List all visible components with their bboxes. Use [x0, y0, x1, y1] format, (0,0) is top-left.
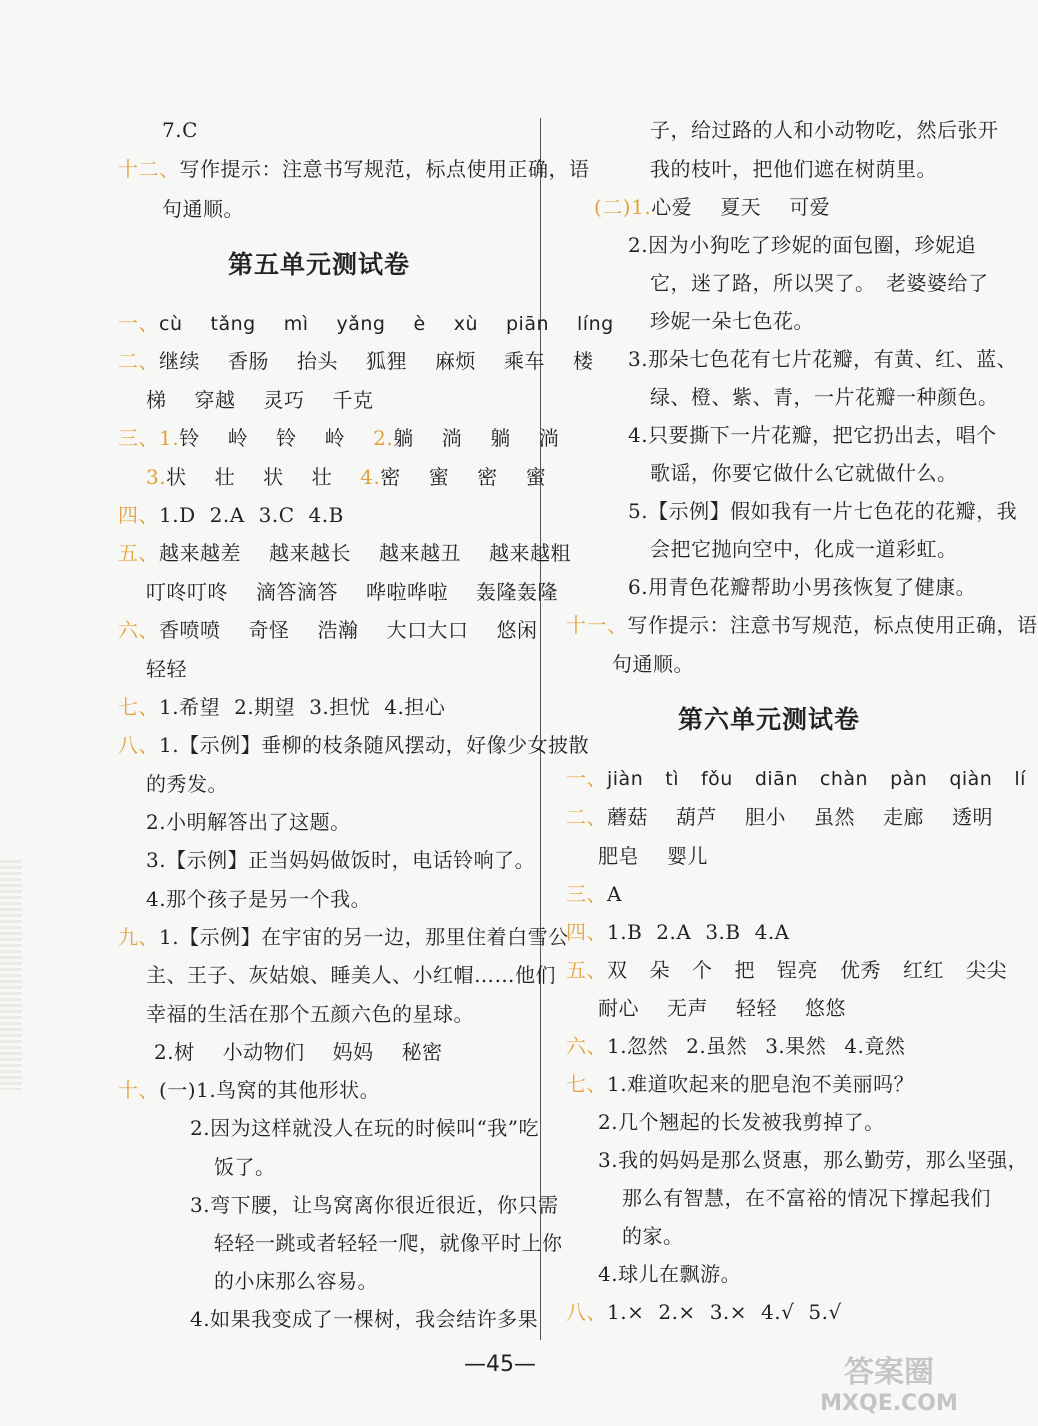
word: 秘密	[401, 1040, 443, 1064]
char: 岭	[227, 426, 249, 450]
mark: 4.√	[761, 1300, 795, 1324]
item-number: 八、	[118, 733, 159, 757]
pinyin-1: tǎng	[210, 313, 256, 335]
word: 妈妈	[332, 1040, 374, 1064]
unit5-q3-line2	[146, 465, 546, 489]
unit5-q1	[118, 311, 614, 336]
choice: 1.D	[159, 503, 196, 527]
word: 双	[607, 958, 628, 982]
unit5-q7	[118, 695, 445, 719]
word: 1.希望	[159, 695, 221, 719]
word: 叮咚叮咚	[146, 580, 228, 604]
word: 抬头	[297, 349, 338, 373]
word: 2.树	[154, 1040, 195, 1064]
pinyin-4: chàn	[819, 768, 869, 790]
unit6-q6	[566, 1034, 905, 1058]
sub-number: 2.	[373, 426, 394, 450]
watermark-top-text: 答案圈	[844, 1355, 934, 1390]
item-number: 十一、	[566, 613, 628, 637]
word: 乘车	[504, 349, 545, 373]
unit6-q7-1	[566, 1072, 914, 1096]
unit5-q2-line1	[118, 349, 594, 373]
word: 轻轻	[736, 996, 777, 1020]
unit6-q8	[566, 1300, 842, 1324]
char: 铃	[179, 426, 200, 450]
unit5-q2-line2	[146, 388, 374, 412]
word: 优秀	[840, 958, 881, 982]
unit5-q9-2	[154, 1040, 443, 1064]
word: 4.担心	[384, 695, 446, 719]
mark: 2.×	[658, 1300, 696, 1324]
word: 蘑菇	[607, 805, 648, 829]
char: 状	[263, 465, 284, 489]
pinyin-5: pàn	[890, 768, 928, 790]
char: 岭	[324, 426, 346, 450]
item-number: 六、	[566, 1034, 607, 1058]
char: 淌	[441, 426, 463, 450]
word: 哗啦哗啦	[366, 580, 448, 604]
choice: 4.A	[754, 920, 790, 944]
word: 香喷喷	[159, 618, 221, 642]
word: 麻烦	[435, 349, 476, 373]
item-number: 三、	[566, 882, 607, 906]
word: 灵巧	[263, 388, 305, 412]
unit5-q5-line2	[146, 580, 558, 604]
word: 2.虽然	[686, 1034, 748, 1058]
writing-hint-12	[118, 157, 590, 181]
unit6-title: 第六单元测试卷	[678, 705, 861, 734]
unit6-q1	[566, 766, 1026, 791]
word: 可爱	[789, 195, 831, 219]
char: 躺	[393, 426, 414, 450]
word: 轰隆轰隆	[476, 580, 558, 604]
word: 楼	[573, 349, 594, 373]
pinyin-5: xù	[453, 313, 478, 335]
unit5-q8-2: 2.小明解答出了这题。	[146, 810, 351, 834]
part2-q5b: 会把它抛向空中，化成一道彩虹。	[650, 537, 958, 561]
char: 壮	[311, 465, 333, 489]
pinyin-0: cù	[159, 313, 183, 335]
word: 浩瀚	[317, 618, 359, 642]
word: 悠悠	[805, 996, 846, 1020]
word: 红红	[903, 958, 944, 982]
writing-hint-text: 写作提示：注意书写规范，标点使用正确，语	[627, 613, 1038, 637]
column-divider	[540, 118, 541, 1340]
writing-hint-11-cont: 句通顺。	[612, 652, 694, 676]
unit6-q2-line1	[566, 805, 993, 829]
char: 状	[166, 465, 187, 489]
right-cont-1: 子，给过路的人和小动物吃，然后张开	[650, 118, 999, 142]
word: 虽然	[814, 805, 855, 829]
part2-q1	[594, 195, 830, 219]
answer-7c: 7.C	[162, 118, 198, 142]
mark: 3.×	[709, 1300, 748, 1324]
item-number: 四、	[566, 920, 607, 944]
item-number: 八、	[566, 1300, 607, 1324]
unit5-q10-3a: 3.弯下腰，让鸟窝离你很近很近，你只需	[190, 1193, 559, 1217]
char: 淌	[538, 426, 560, 450]
part2-q6: 6.用青色花瓣帮助小男孩恢复了健康。	[628, 575, 977, 599]
word: 越来越差	[159, 541, 241, 565]
word: 悠闲	[496, 618, 538, 642]
item-number: 三、	[118, 426, 159, 450]
word: 4.竟然	[844, 1034, 906, 1058]
char: 躺	[490, 426, 511, 450]
word: 狐狸	[366, 349, 407, 373]
word: 走廊	[883, 805, 924, 829]
unit6-q7-3a: 3.我的妈妈是那么贤惠，那么勤劳，那么坚强，	[598, 1148, 1029, 1172]
unit5-q10-3c: 的小床那么容易。	[214, 1269, 378, 1293]
word: 香肠	[228, 349, 269, 373]
pinyin-7: lí	[1014, 768, 1026, 790]
unit5-title: 第五单元测试卷	[228, 250, 411, 279]
unit5-q10-1	[118, 1078, 380, 1102]
watermark-logo	[800, 1350, 978, 1416]
unit5-q9-1c: 幸福的生活在那个五颜六色的星球。	[146, 1002, 474, 1026]
pinyin-2: fǒu	[700, 768, 733, 790]
mark: 1.×	[607, 1300, 645, 1324]
writing-hint-cont: 句通顺。	[162, 197, 244, 221]
choice: A	[607, 882, 622, 906]
word: 2.期望	[234, 695, 296, 719]
unit5-q9-1b: 主、王子、灰姑娘、睡美人、小红帽……他们	[146, 963, 556, 987]
word: 越来越丑	[379, 541, 461, 565]
word: 肥皂	[598, 844, 639, 868]
pinyin-7: líng	[577, 313, 614, 335]
word: 耐心	[598, 996, 639, 1020]
choice: 2.A	[656, 920, 692, 944]
word: 3.担忧	[309, 695, 371, 719]
word: 继续	[159, 349, 200, 373]
word: 婴儿	[667, 844, 708, 868]
unit5-q6-line2	[146, 657, 187, 681]
unit5-q5-line1	[118, 541, 571, 565]
item-number: 五、	[566, 958, 607, 982]
unit6-q7-2: 2.几个翘起的长发被我剪掉了。	[598, 1110, 885, 1134]
choice: 4.B	[308, 503, 344, 527]
right-cont-2: 我的枝叶，把他们遮在树荫里。	[650, 157, 937, 181]
word: 无声	[667, 996, 708, 1020]
unit6-q7-4: 4.球儿在飘游。	[598, 1262, 742, 1286]
word: 朵	[649, 958, 670, 982]
part2-q2c: 珍妮一朵七色花。	[650, 309, 814, 333]
unit6-q7-3c: 的家。	[622, 1224, 684, 1248]
word: 梯	[146, 388, 167, 412]
part2-q2a: 2.因为小狗吃了珍妮的面包圈，珍妮追	[628, 233, 977, 257]
char: 密	[477, 465, 498, 489]
pinyin-3: diān	[754, 768, 798, 790]
word: 奇怪	[248, 618, 290, 642]
unit5-q10-3b: 轻轻一跳或者轻轻一爬，就像平时上你	[214, 1231, 563, 1255]
page-number: —45—	[464, 1352, 536, 1377]
word: 小动物们	[222, 1040, 305, 1064]
word: 尖尖	[966, 958, 1007, 982]
unit5-q8-4: 4.那个孩子是另一个我。	[146, 887, 372, 911]
word: 胆小	[745, 805, 786, 829]
sub-number: 3.	[146, 465, 167, 489]
part2-q4a: 4.只要撕下一片花瓣，把它扔出去，唱个	[628, 423, 997, 447]
mark: 5.√	[808, 1300, 842, 1324]
unit6-q2-line2	[598, 844, 708, 868]
sub-number: (二)1.	[594, 195, 652, 219]
writing-hint-text: 写作提示：注意书写规范，标点使用正确，语	[179, 157, 590, 181]
pinyin-0: jiàn	[607, 768, 644, 790]
unit5-q10-4: 4.如果我变成了一棵树，我会结许多果	[190, 1307, 539, 1331]
pinyin-4: è	[413, 313, 426, 335]
word: 千克	[332, 388, 374, 412]
unit6-q5-line1	[566, 958, 1007, 982]
unit6-q3	[566, 882, 622, 906]
word: 轻轻	[146, 657, 187, 681]
scan-edge-artifact	[0, 860, 22, 1090]
part2-q3a: 3.那朵七色花有七片花瓣，有黄、红、蓝、	[628, 347, 1018, 371]
item-number: 九、	[118, 925, 159, 949]
item-number: 二、	[566, 805, 607, 829]
unit6-q5-line2	[598, 996, 846, 1020]
item-number: 十、	[118, 1078, 159, 1102]
word: 个	[692, 958, 713, 982]
sentence: (一)1.鸟窝的其他形状。	[159, 1078, 381, 1102]
char: 蜜	[525, 465, 547, 489]
item-number: 十二、	[118, 157, 180, 181]
watermark-bottom-text: MXQE.COM	[820, 1391, 958, 1416]
item-number: 二、	[118, 349, 159, 373]
sentence: 1.难道吹起来的肥皂泡不美丽吗？	[607, 1072, 915, 1096]
part2-q2b: 它，迷了路，所以哭了。 老婆婆给了	[650, 271, 989, 295]
pinyin-2: mì	[283, 313, 309, 335]
item-number: 四、	[118, 503, 159, 527]
unit5-q9-1	[118, 925, 569, 949]
sentence: 1.【示例】在宇宙的另一边，那里住着白雪公	[159, 925, 569, 949]
unit5-q3-line1	[118, 426, 559, 450]
writing-hint-11	[566, 613, 1038, 637]
unit6-q7-3b: 那么有智慧，在不富裕的情况下撑起我们	[622, 1186, 991, 1210]
item-number: 六、	[118, 618, 159, 642]
word: 大口大口	[386, 618, 469, 642]
word: 越来越长	[269, 541, 351, 565]
unit6-q4	[566, 920, 790, 944]
unit5-q8-1b: 的秀发。	[146, 772, 228, 796]
item-number: 一、	[566, 766, 607, 790]
item-number: 七、	[118, 695, 159, 719]
part2-q3b: 绿、橙、紫、青，一片花瓣一种颜色。	[650, 385, 999, 409]
word: 把	[734, 958, 755, 982]
item-number: 七、	[566, 1072, 607, 1096]
word: 葫芦	[676, 805, 717, 829]
part2-q5a: 5.【示例】假如我有一片七色花的花瓣，我	[628, 499, 1018, 523]
unit5-q6-line1	[118, 618, 538, 642]
choice: 3.C	[258, 503, 295, 527]
word: 穿越	[194, 388, 236, 412]
word: 夏天	[720, 195, 762, 219]
word: 3.果然	[765, 1034, 827, 1058]
sentence: 1.【示例】垂柳的枝条随风摆动，好像少女披散	[159, 733, 590, 757]
unit5-q8-3: 3.【示例】正当妈妈做饭时，电话铃响了。	[146, 848, 536, 872]
unit5-q10-2b: 饭了。	[214, 1155, 276, 1179]
word: 1.忽然	[607, 1034, 669, 1058]
choice: 1.B	[607, 920, 643, 944]
item-number: 五、	[118, 541, 159, 565]
char: 密	[380, 465, 401, 489]
word: 滴答滴答	[256, 580, 338, 604]
unit5-q4	[118, 503, 344, 527]
choice: 3.B	[705, 920, 741, 944]
word: 心爱	[651, 195, 693, 219]
pinyin-3: yǎng	[336, 313, 386, 335]
char: 铃	[276, 426, 297, 450]
pinyin-6: qiàn	[949, 768, 993, 790]
word: 透明	[952, 805, 993, 829]
unit5-q8-1	[118, 733, 589, 757]
part2-q4b: 歌谣，你要它做什么它就做什么。	[650, 461, 958, 485]
item-number: 一、	[118, 311, 159, 335]
word: 锃亮	[777, 958, 818, 982]
pinyin-1: tì	[665, 768, 679, 790]
choice: 2.A	[209, 503, 245, 527]
unit5-q10-2a: 2.因为这样就没人在玩的时候叫“我”吃	[190, 1116, 540, 1140]
word: 越来越粗	[489, 541, 571, 565]
sub-number: 4.	[360, 465, 381, 489]
char: 壮	[214, 465, 236, 489]
char: 蜜	[428, 465, 450, 489]
pinyin-6: piān	[506, 313, 550, 335]
sub-number: 1.	[159, 426, 180, 450]
